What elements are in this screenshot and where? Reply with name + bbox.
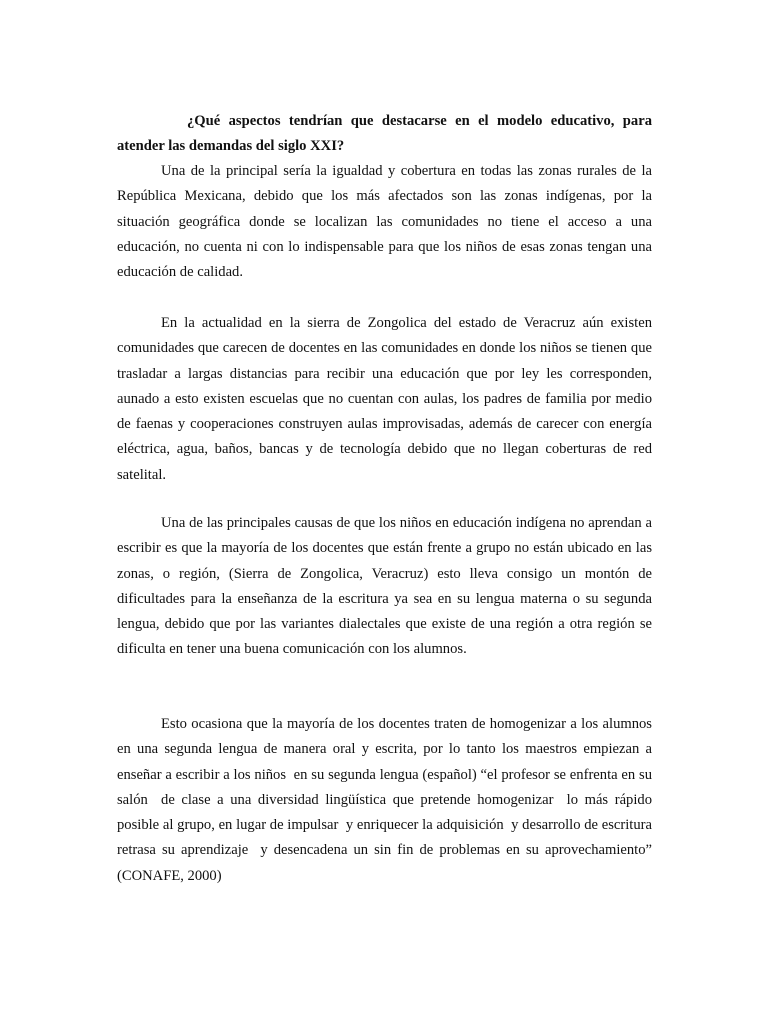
document-heading: ¿Qué aspectos tendrían que destacarse en el modelo educativo, para atender las demandas del siglo XXI? — [117, 113, 652, 155]
paragraph-2: En la actualidad en la sierra de Zongolica del estado de Veracruz aún existen comunidades que carecen de docentes en las comunidades en donde los niños se tienen que trasladar a largas distancias para recibir una educación que por ley les corresponden, aunado a esto existen escuelas que no cuentan con aulas, los padres de familia por medio de faenas y cooperaciones construyen aulas improvisadas, además de carecer con energía eléctrica, agua, baños, bancas y de tecnología debido que no llegan coberturas de red satelital. — [117, 315, 652, 483]
paragraph-3: Una de las principales causas de que los niños en educación indígena no aprendan a escribir es que la mayoría de los docentes que están frente a grupo no están ubicado en las zonas, o región, (Sierra de Zongolica, Veracruz) esto lleva consigo un montón de dificultades para la enseñanza de la escritura ya sea en su lengua materna o su segunda lengua, debido que por las variantes dialectales que existe de una región a otra región se dificulta en tener una buena comunicación con los alumnos. — [117, 515, 656, 658]
paragraph-1: Una de la principal sería la igualdad y cobertura en todas las zonas rurales de la República Mexicana, debido que los más afectados son las zonas indígenas, por la situación geográfica donde se localizan las comunidades no tiene el acceso a una educación, no cuenta ni con lo indispensable para que los niños de esas zonas tengan una educación de calidad. — [117, 163, 652, 281]
paragraph-4: Esto ocasiona que la mayoría de los docentes traten de homogenizar a los alumnos en una segunda lengua de manera oral y escrita, por lo tanto los maestros empiezan a enseñar a escribir a los niños en su segunda lengua (español) “el profesor se enfrenta en su salón de clase a una diversidad lingüística que pretende homogenizar lo más rápido posible al grupo, en lugar de impulsar y enriquecer la adquisición y desarrollo de escritura retrasa su aprendizaje y desencadena un sin fin de problemas en su aprovechamiento” (CONAFE, 2000) — [117, 716, 660, 884]
